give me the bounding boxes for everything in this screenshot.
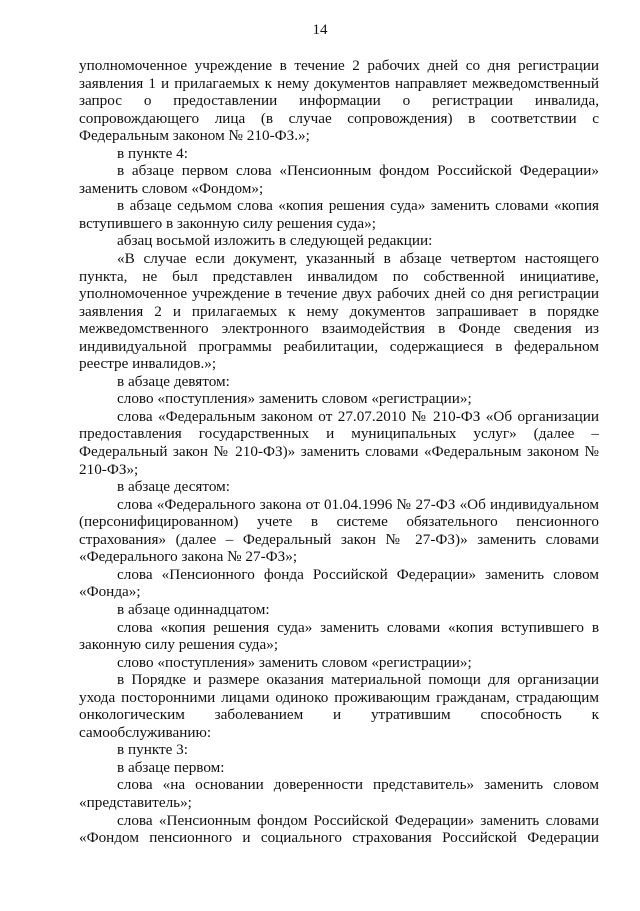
paragraph: слова «копия решения суда» заменить словами «копия вступившего в законную силу решения суда»; xyxy=(79,618,599,654)
paragraph: слова «на основании доверенности представитель» заменить словом «представитель»; xyxy=(79,776,599,811)
paragraph: в пункте 3: xyxy=(117,741,188,759)
paragraph: в абзаце седьмом слова «копия решения суда» заменить словами «копия вступившего в законную силу решения суда»; xyxy=(79,197,599,232)
paragraph: слова «Федеральным законом от 27.07.2010 № 210-ФЗ «Об организации предоставления государственных и муниципальных услуг» (далее – Федеральный закон № 210-ФЗ)» заменить словами «Федеральным законом № 210-ФЗ»; xyxy=(79,407,599,478)
paragraph: абзац восьмой изложить в следующей редакции: xyxy=(117,232,433,250)
paragraph: слова «Пенсионного фонда Российской Федерации» заменить словом «Фонда»; xyxy=(79,565,599,601)
paragraph: в пункте 4: xyxy=(117,144,188,162)
paragraph: в абзаце первом слова «Пенсионным фондом Российской Федерации» заменить словом «Фондом»; xyxy=(79,162,599,197)
paragraph: слова «Пенсионным фондом Российской Федерации» заменить словами «Фондом пенсионного и социального страхования Российской Федерации xyxy=(79,811,599,847)
paragraph: «В случае если документ, указанный в абзаце четвертом настоящего пункта, не был представлен инвалидом по собственной инициативе, уполномоченное учреждение в течение двух рабочих дней со дня регистрации заявления 2 и прилагаемых к нему документов запрашивает в порядке межведомственного электронного взаимодействия в Фонде сведения из индивидуальной программы реабилитации, содержащиеся в федеральном реестре инвалидов.»; xyxy=(79,250,599,373)
paragraph: в абзаце первом: xyxy=(117,758,225,776)
paragraph: в Порядке и размере оказания материальной помощи для организации ухода посторонними лицами одиноко проживающим гражданам, страдающим онкологическим заболеванием и утратившим способность к самообслуживанию: xyxy=(79,671,599,741)
paragraph: слова «Федерального закона от 01.04.1996 № 27-ФЗ «Об индивидуальном (персонифицированном) учете в системе обязательного пенсионного страхования» (далее – Федеральный закон № 27-ФЗ)» заменить словами «Федерального закона № 27-ФЗ»; xyxy=(79,495,599,566)
paragraph: слово «поступления» заменить словом «регистрации»; xyxy=(117,653,472,671)
paragraph: в абзаце десятом: xyxy=(117,478,230,496)
page-number: 14 xyxy=(312,22,328,38)
paragraph: слово «поступления» заменить словом «регистрации»; xyxy=(117,390,472,408)
paragraph: уполномоченное учреждение в течение 2 рабочих дней со дня регистрации заявления 1 и прилагаемых к нему документов направляет межведомственный запрос о предоставлении информации о регистрации инвалида, сопровождающего лица (в случае сопровождения) в соответствии с Федеральным законом № 210-ФЗ.»; xyxy=(79,57,599,145)
paragraph: в абзаце девятом: xyxy=(117,372,230,390)
paragraph: в абзаце одиннадцатом: xyxy=(117,600,270,618)
document-body xyxy=(79,57,599,847)
